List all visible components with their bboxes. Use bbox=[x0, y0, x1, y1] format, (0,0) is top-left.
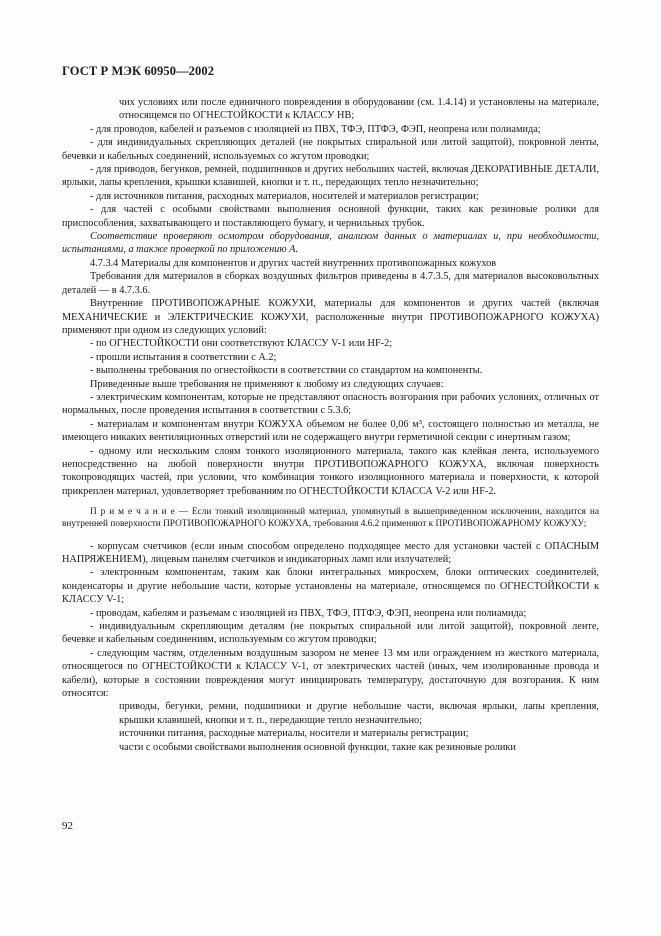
paragraph: Соответствие проверяют осмотром оборудования, анализом данных о материалах и, при необходимости, испытаниями, а также проверкой по приложению А. bbox=[62, 231, 599, 256]
paragraph: Приведенные выше требования не применяют к любому из следующих случаев: bbox=[90, 378, 444, 390]
document-body bbox=[62, 96, 599, 754]
paragraph: Внутренние ПРОТИВОПОЖАРНЫЕ КОЖУХИ, материалы для компонентов и других частей (включая МЕХАНИЧЕСКИЕ и ЭЛЕКТРИЧЕСКИЕ КОЖУХИ, расположенные внутри ПРОТИВОПОЖАРНОГО КОЖУХА) применяют при одном из следующих условий: bbox=[62, 298, 599, 336]
page-number: 92 bbox=[62, 820, 73, 832]
paragraph: источники питания, расходные материалы, носители и материалы регистрации; bbox=[119, 728, 469, 740]
paragraph: Требования для материалов в сборках воздушных фильтров приведены в 4.7.3.5, для материалов высоковольтных деталей — в 4.7.3.6. bbox=[62, 271, 599, 296]
paragraph: - по ОГНЕСТОЙКОСТИ они соответствуют КЛАССУ V-1 или HF-2; bbox=[90, 338, 393, 350]
paragraph: - электронным компонентам, таким как блоки интегральных микросхем, блоки оптических соединителей, конденсаторы и другие небольшие части, которые установлены на материале, относящемся по ОГНЕСТОЙКОСТИ к КЛАССУ V-1; bbox=[62, 567, 599, 606]
document-header: ГОСТ Р МЭК 60950—2002 bbox=[62, 64, 215, 78]
paragraph: - одному или нескольким слоям тонкого изоляционного материала, такого как клейкая лента, используемого непосредственно на любой поверхности внутри ПРОТИВОПОЖАРНОГО КОЖУХА, включая поверхность токопроводящих частей, при условии, что комбинация тонкого изоляционного материала и поверхности, к которой прикреплен материал, удовлетворяет требованиям по ОГНЕСТОЙКОСТИ КЛАССА V-2 или HF-2. bbox=[62, 445, 599, 497]
paragraph: - для приводов, бегунков, ремней, подшипников и других небольших частей, включая ДЕКОРАТИВНЫЕ ДЕТАЛИ, ярлыки, лапы крепления, крышки клавишей, кнопки и т. п., передающих тепло незначительно; bbox=[62, 164, 599, 189]
paragraph: приводы, бегунки, ремни, подшипники и другие небольшие части, включая ярлыки, лапы крепления, крышки клавишей, кнопки и т. п., передающие тепло незначительно; bbox=[119, 701, 599, 726]
paragraph: - проводам, кабелям и разъемам с изоляцией из ПВХ, ТФЭ, ПТФЭ, ФЭП, неопрена или полиамида; bbox=[90, 607, 527, 619]
paragraph: - для частей с особыми свойствами выполнения основной функции, таких как резиновые ролики для приспособления, захватывающего и поставляющего бумагу, и чернильных трубок. bbox=[62, 204, 599, 229]
paragraph: - следующим частям, отделенным воздушным зазором не менее 13 мм или ограждением из жесткого материала, относящегося по ОГНЕСТОЙКОСТИ к КЛАССУ V-1, от электрических частей (иных, чем изолированные провода и кабели), которые в состоянии повреждения могут инициировать температуру, достаточную для возгорания. К ним относятся: bbox=[62, 647, 599, 700]
paragraph: - для источников питания, расходных материалов, носителей и материалов регистрации; bbox=[90, 190, 479, 202]
paragraph: части с особыми свойствами выполнения основной функции, такие как резиновые ролики bbox=[119, 741, 516, 753]
paragraph: - корпусам счетчиков (если иным способом определено подходящее место для установки частей с ОПАСНЫМ НАПРЯЖЕНИЕМ), лицевым панелям счетчиков и индикаторных ламп или излучателей; bbox=[62, 540, 599, 565]
paragraph: - для проводов, кабелей и разъемов с изоляцией из ПВХ, ТФЭ, ПТФЭ, ФЭП, неопрена или полиамида; bbox=[90, 123, 541, 135]
paragraph: - электрическим компонентам, которые не представляют опасность возгорания при рабочих условиях, отличных от нормальных, после проведения испытания в соответствии с 5.3.6; bbox=[62, 391, 599, 417]
paragraph: - материалам и компонентам внутри КОЖУХА объемом не более 0,06 м³, состоящего полностью из металла, не имеющего никаких вентиляционных отверстий или не содержащего внутри герметичной секции с инертным газом; bbox=[62, 418, 599, 444]
paragraph: - прошли испытания в соответствии с А.2; bbox=[90, 351, 277, 363]
paragraph: - индивидуальным скрепляющим деталям (не покрытых спиральной или литой защитой), покровной ленте, бечевке и кабельным соединениям, используемым со жгутом проводки; bbox=[62, 621, 599, 646]
paragraph: 4.7.3.4 Материалы для компонентов и других частей внутренних противопожарных кожухов bbox=[90, 257, 497, 269]
paragraph: чих условиях или после единичного повреждения в оборудовании (см. 1.4.14) и установлены на материале, относящемся по ОГНЕСТОЙКОСТИ к КЛАССУ НВ; bbox=[119, 97, 599, 122]
paragraph: - выполнены требования по огнестойкости в соответствии со стандартом на компоненты. bbox=[90, 365, 483, 377]
paragraph: - для индивидуальных скрепляющих деталей (не покрытых спиральной или литой защитой), покровной ленты, бечевки и кабельных соединений, используемых со жгутом проводки; bbox=[62, 137, 599, 162]
note-paragraph: П р и м е ч а н и е — Если тонкий изоляционный материал, упомянутый в вышеприведенном исключении, находится на внутренней поверхности ПРОТИВОПОЖАРНОГО КОЖУХА, требования 4.6.2 применяют к ПРОТИВОПОЖАРНОМУ КОЖУХУ; bbox=[62, 507, 599, 530]
